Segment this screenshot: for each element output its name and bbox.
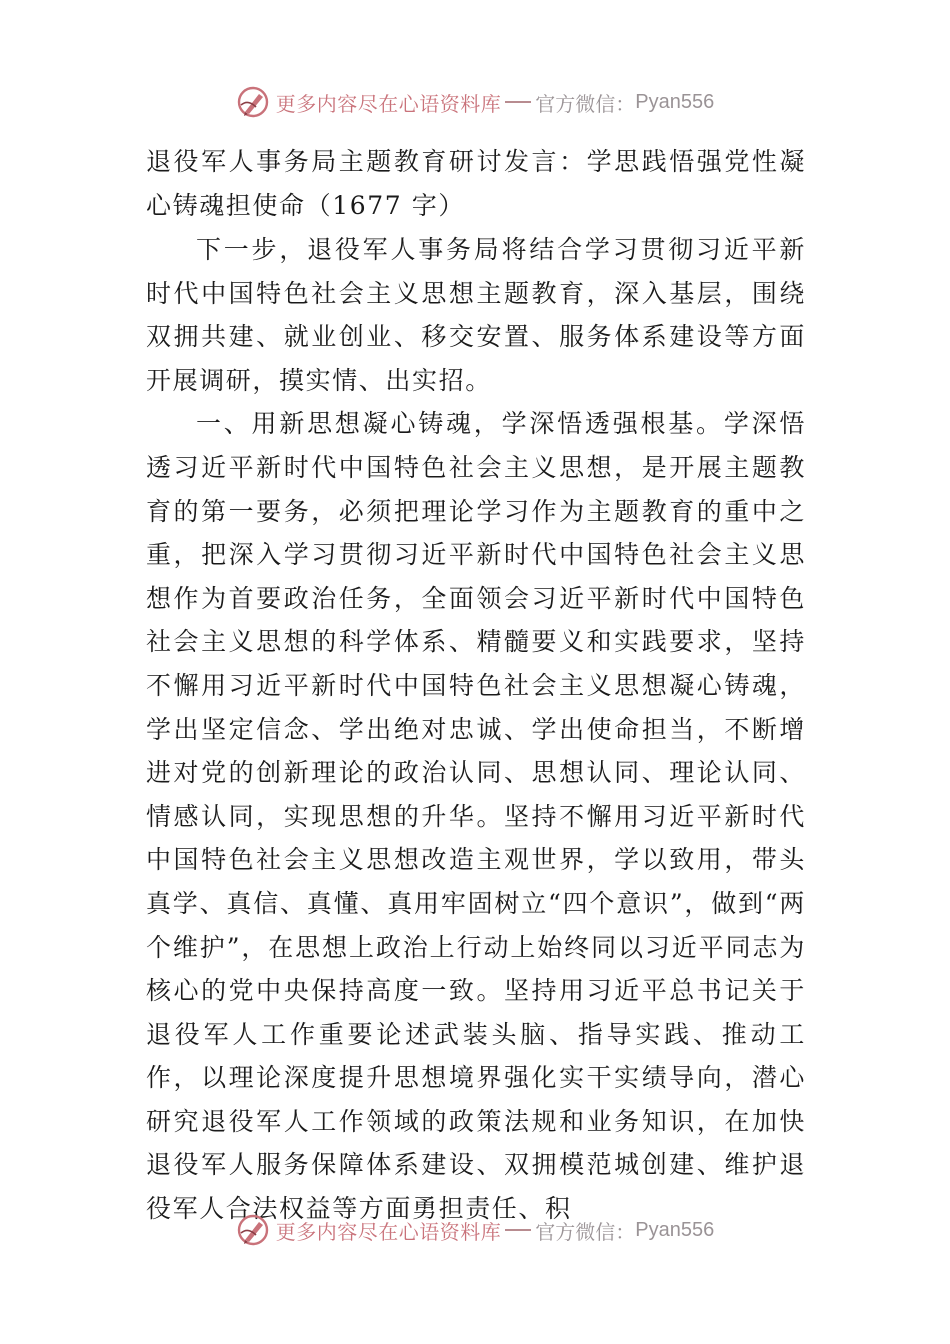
banner-dash: [505, 1229, 531, 1231]
document-title: 退役军人事务局主题教育研讨发言：学思践悟强党性凝心铸魂担使命（1677 字）: [146, 147, 806, 220]
banner-wechat-label: 官方微信：: [535, 1219, 636, 1244]
banner-dash: [505, 101, 531, 103]
banner-main-text: 更多内容尽在心语资料库: [275, 1219, 502, 1244]
document-body: [146, 140, 806, 1231]
banner-wechat-id: Pyan556: [635, 1218, 715, 1241]
paragraph-section-one: 一、用新思想凝心铸魂，学深悟透强根基。学深悟透习近平新时代中国特色社会主义思想，是开展主题教育的第一要务，必须把理论学习作为主题教育的重中之重，把深入学习贯彻习近平新时代中国特色社会主义思想作为首要政治任务，全面领会习近平新时代中国特色社会主义思想的科学体系、精髓要义和实践要求，坚持不懈用习近平新时代中国特色社会主义思想凝心铸魂，学出坚定信念、学出绝对忠诚、学出使命担当，不断增进对党的创新理论的政治认同、思想认同、理论认同、情感认同，实现思想的升华。坚持不懈用习近平新时代中国特色社会主义思想改造主观世界，学以致用，带头真学、真信、真懂、真用牢固树立“四个意识”，做到“两个维护”，在思想上政治上行动上始终同以习近平同志为核心的党中央保持高度一致。坚持用习近平总书记关于退役军人工作重要论述武装头脑、指导实践、推动工作，以理论深度提升思想境界强化实干实绩导向，潜心研究退役军人工作领域的政策法规和业务知识，在加快退役军人服务保障体系建设、双拥模范城创建、维护退役军人合法权益等方面勇担责任、积: [146, 409, 806, 1224]
pen-logo-icon: [236, 85, 270, 119]
banner-wechat-id: Pyan556: [635, 90, 715, 113]
banner-wechat-label: 官方微信：: [535, 91, 636, 116]
banner-main-text: 更多内容尽在心语资料库: [275, 91, 502, 116]
pen-logo-icon: [236, 1213, 270, 1247]
paragraph-intro: 下一步，退役军人事务局将结合学习贯彻习近平新时代中国特色社会主义思想主题教育，深入基层，围绕双拥共建、就业创业、移交安置、服务体系建设等方面开展调研，摸实情、出实招。: [146, 235, 806, 395]
footer-banner: [0, 1210, 950, 1250]
header-banner: [0, 82, 950, 122]
